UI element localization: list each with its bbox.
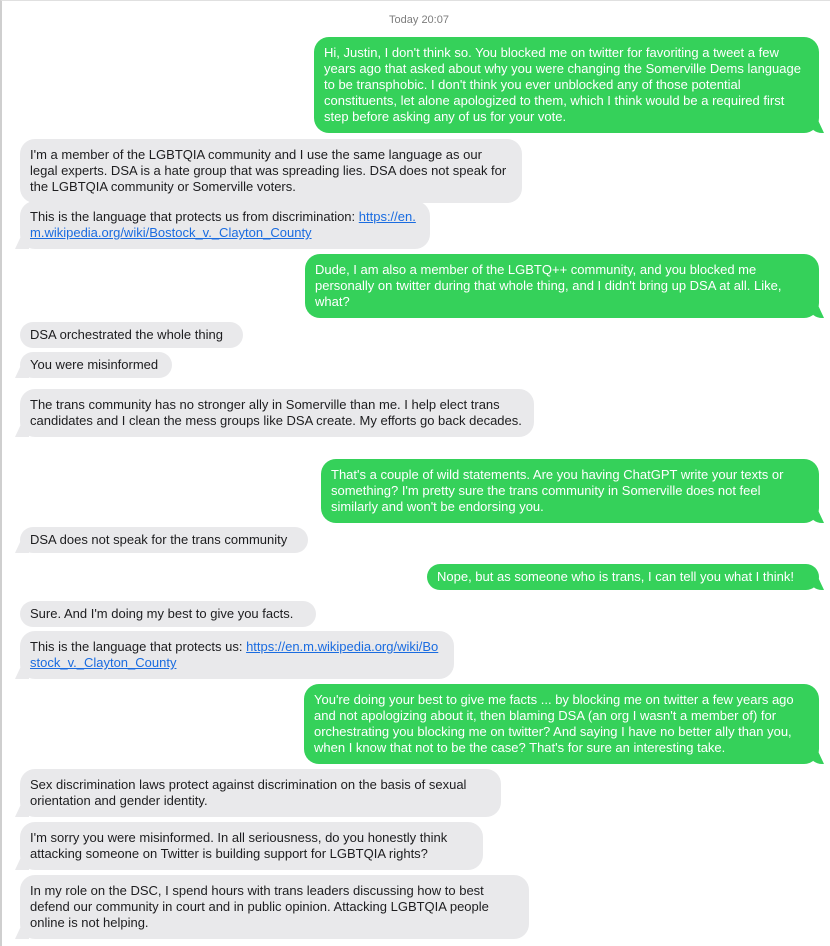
message-received [20, 527, 308, 553]
message-text: Sex discrimination laws protect against discrimination on the basis of sexual orientation and gender identity. [30, 777, 467, 808]
message-text: DSA does not speak for the trans community [30, 532, 288, 547]
message-received [20, 875, 529, 939]
message-text: I'm sorry you were misinformed. In all seriousness, do you honestly think attacking someone on Twitter is building support for LGBTQIA rights? [30, 830, 448, 861]
message-text: Sure. And I'm doing my best to give you facts. [30, 606, 294, 621]
message-text: This is the language that protects us: [30, 639, 247, 654]
message-sent [305, 254, 819, 318]
wikipedia-link[interactable]: https://en.m.wikipedia.org/wiki/Bostock_v._Clayton_County [30, 639, 439, 670]
message-text: This is the language that protects us from discrimination: [30, 209, 359, 224]
wikipedia-link[interactable]: https://en.m.wikipedia.org/wiki/Bostock_v._Clayton_County [30, 209, 416, 240]
message-received [20, 389, 534, 437]
message-text: Nope, but as someone who is trans, I can tell you what I think! [437, 569, 794, 584]
message-text: You're doing your best to give me facts ... by blocking me on twitter a few years ago and not apologizing about it, then blaming DSA (an org I wasn't a member of) for orchestrating you blocking me on twitter? And saying I have no better ally than you, when I know that not to be the case? That's for sure an interesting take. [314, 692, 794, 755]
message-text: Dude, I am also a member of the LGBTQ++ community, and you blocked me personally on twitter during that whole thing, and I didn't bring up DSA at all. Like, what? [315, 262, 782, 309]
message-text: You were misinformed [30, 357, 159, 372]
message-sent [321, 459, 819, 523]
message-received [20, 322, 243, 348]
message-received [20, 822, 483, 870]
message-received [20, 352, 172, 378]
message-text: The trans community has no stronger ally in Somerville than me. I help elect trans candidates and I clean the mess groups like DSA create. My efforts go back decades. [30, 397, 522, 428]
message-received [20, 601, 316, 627]
message-text: DSA orchestrated the whole thing [30, 327, 223, 342]
message-received [20, 631, 454, 679]
message-received [20, 769, 501, 817]
message-text: I'm a member of the LGBTQIA community and I use the same language as our legal experts. DSA is a hate group that was spreading lies. DSA does not speak for the LGBTQIA community or Somerville voters. [30, 147, 507, 194]
message-received [20, 139, 522, 203]
message-sent [314, 37, 819, 133]
message-text: Hi, Justin, I don't think so. You blocked me on twitter for favoriting a tweet a few years ago that asked about why you were changing the Somerville Dems language to be transphobic. I don't think you ever unblocked any of those potential constituents, let alone apologized to them, which I think would be a required first step before asking any of us for your vote. [324, 45, 801, 124]
message-received [20, 201, 430, 249]
message-sent [427, 564, 819, 590]
message-text: In my role on the DSC, I spend hours with trans leaders discussing how to best defend our community in court and in public opinion. Attacking LGBTQIA people online is not helping. [30, 883, 489, 930]
message-text: That's a couple of wild statements. Are you having ChatGPT write your texts or something? I'm pretty sure the trans community in Somerville does not feel similarly and won't be endorsing you. [331, 467, 784, 514]
timestamp: Today 20:07 [389, 14, 449, 26]
message-sent [304, 684, 819, 764]
